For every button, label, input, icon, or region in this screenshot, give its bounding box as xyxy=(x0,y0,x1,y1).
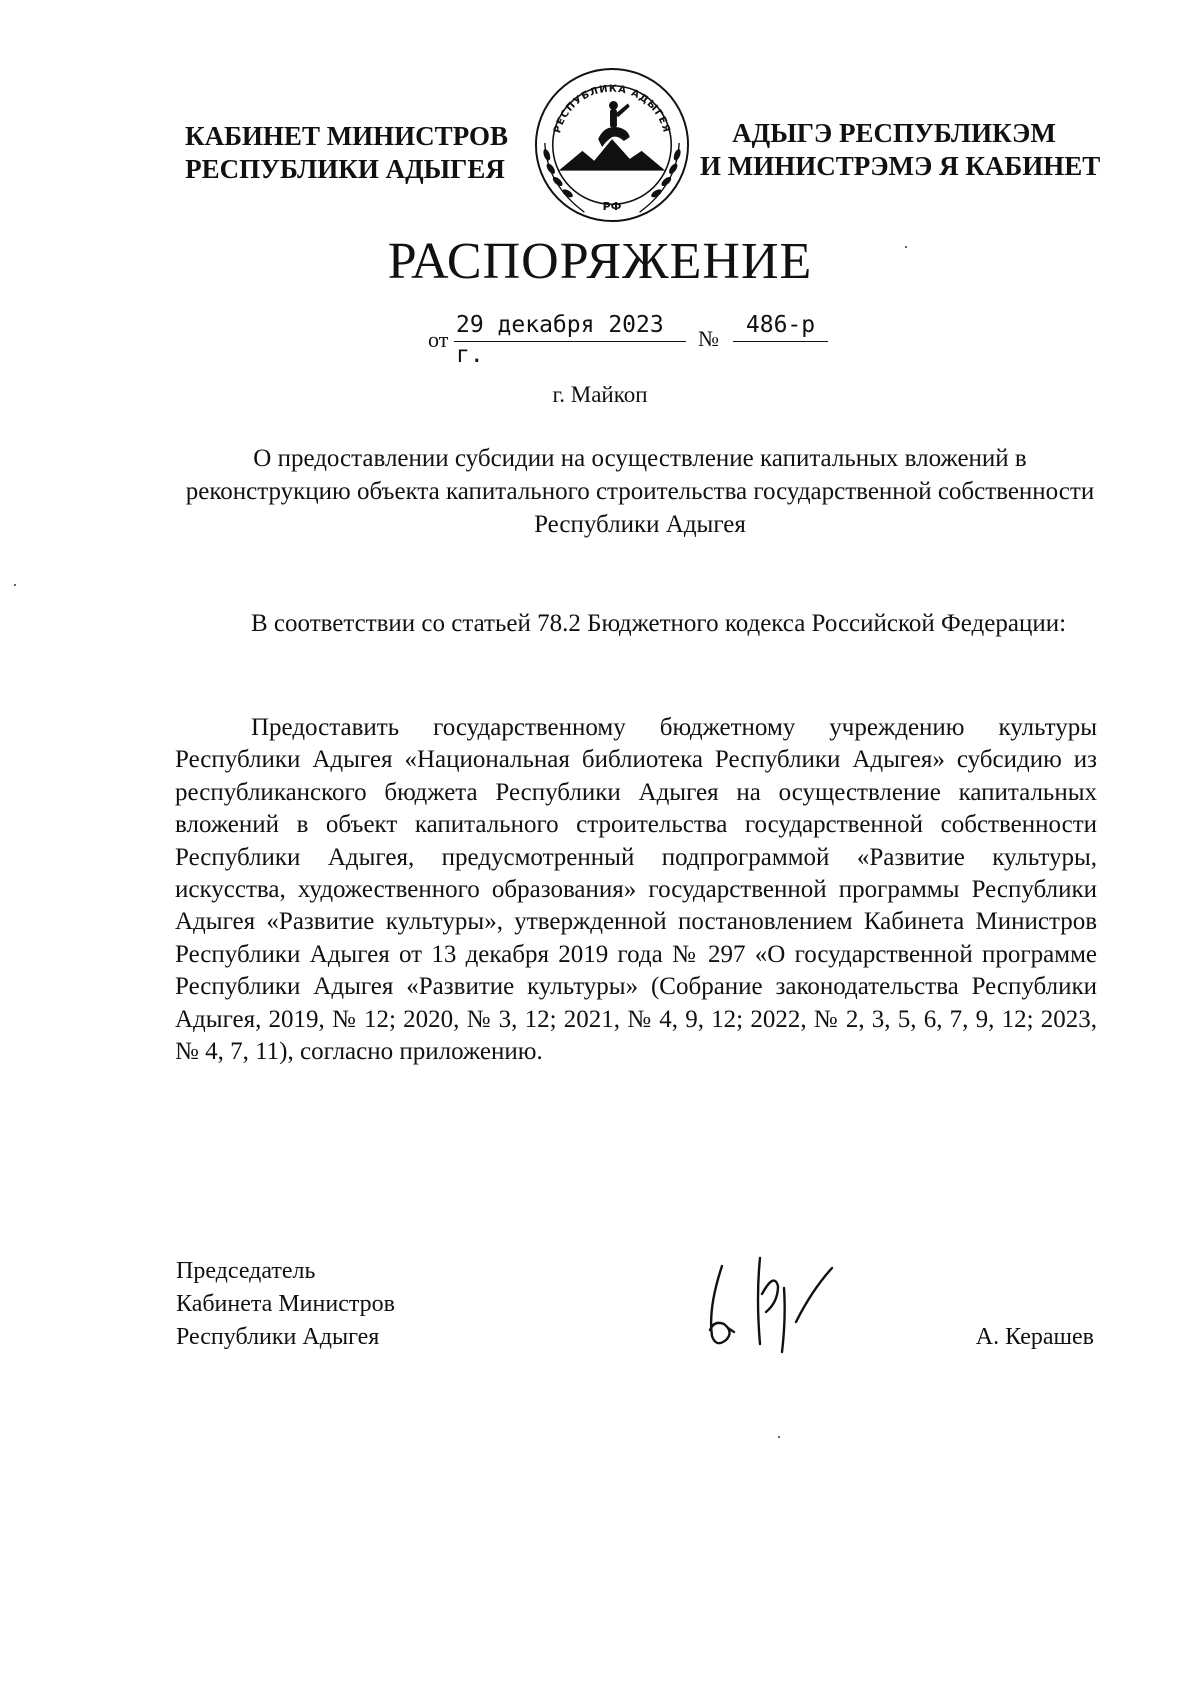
scan-speck xyxy=(778,1436,780,1438)
city: г. Майкоп xyxy=(552,382,648,407)
handwritten-signature xyxy=(700,1248,850,1358)
paragraph-legal-basis: В соответствии со статьей 78.2 Бюджетного кодекса Российской Федерации: xyxy=(251,610,1067,637)
emblem-bottom-text: РФ xyxy=(602,200,622,214)
signer-title-line2: Кабинета Министров xyxy=(176,1291,395,1317)
number-prefix: № xyxy=(698,326,719,351)
header-right-line2: И МИНИСТРЭМЭ Я КАБИНЕТ xyxy=(700,151,1101,181)
signer-title-line1: Председатель xyxy=(176,1258,316,1284)
scan-speck xyxy=(905,246,907,248)
signer-title-line3: Республики Адыгея xyxy=(176,1324,380,1350)
document-date: 29 декабря 2023 г. xyxy=(454,310,686,342)
date-number-line xyxy=(428,310,828,368)
date-prefix: от xyxy=(428,327,449,352)
header-left-line1: КАБИНЕТ МИНИСТРОВ xyxy=(185,121,509,151)
document-type-title: РАСПОРЯЖЕНИЕ xyxy=(387,233,813,290)
coat-of-arms-emblem xyxy=(533,66,691,224)
document-subject: О предоставлении субсидии на осуществление капитальных вложений в реконструкцию объекта капитального строительства государственной собственности Республики Адыгея xyxy=(185,445,1095,538)
document-number: 486-р xyxy=(733,310,828,342)
signer-title xyxy=(176,1255,395,1354)
header-right-line1: АДЫГЭ РЕСПУБЛИКЭМ xyxy=(732,118,1056,148)
header-left-line2: РЕСПУБЛИКИ АДЫГЕЯ xyxy=(185,154,505,184)
emblem-top-text: РЕСПУБЛИКА АДЫГЕЯ xyxy=(552,83,672,135)
header-right xyxy=(700,117,1101,183)
scan-speck xyxy=(14,584,16,586)
signer-name: А. Керашев xyxy=(975,1324,1094,1350)
paragraph-order: Предоставить государственному бюджетному учреждению культуры Республики Адыгея «Национальная библиотека Республики Адыгея» субсидию из республиканского бюджета Республики Адыгея на осуществление капитальных вложений в объект капитального строительства государственной собственности Республики Адыгея, предусмотренный подпрограммой «Развитие культуры, искусства, художественного образования» государственной программы Республики Адыгея «Развитие культуры», утвержденной постановлением Кабинета Министров Республики Адыгея от 13 декабря 2019 года № 297 «О государственной программе Республики Адыгея «Развитие культуры» (Собрание законодательства Республики Адыгея, 2019, № 12; 2020, № 3, 12; 2021, № 4, 9, 12; 2022, № 2, 3, 5, 6, 7, 9, 12; 2023, № 4, 7, 11), согласно приложению. xyxy=(175,714,1097,1066)
header-left xyxy=(185,120,509,186)
